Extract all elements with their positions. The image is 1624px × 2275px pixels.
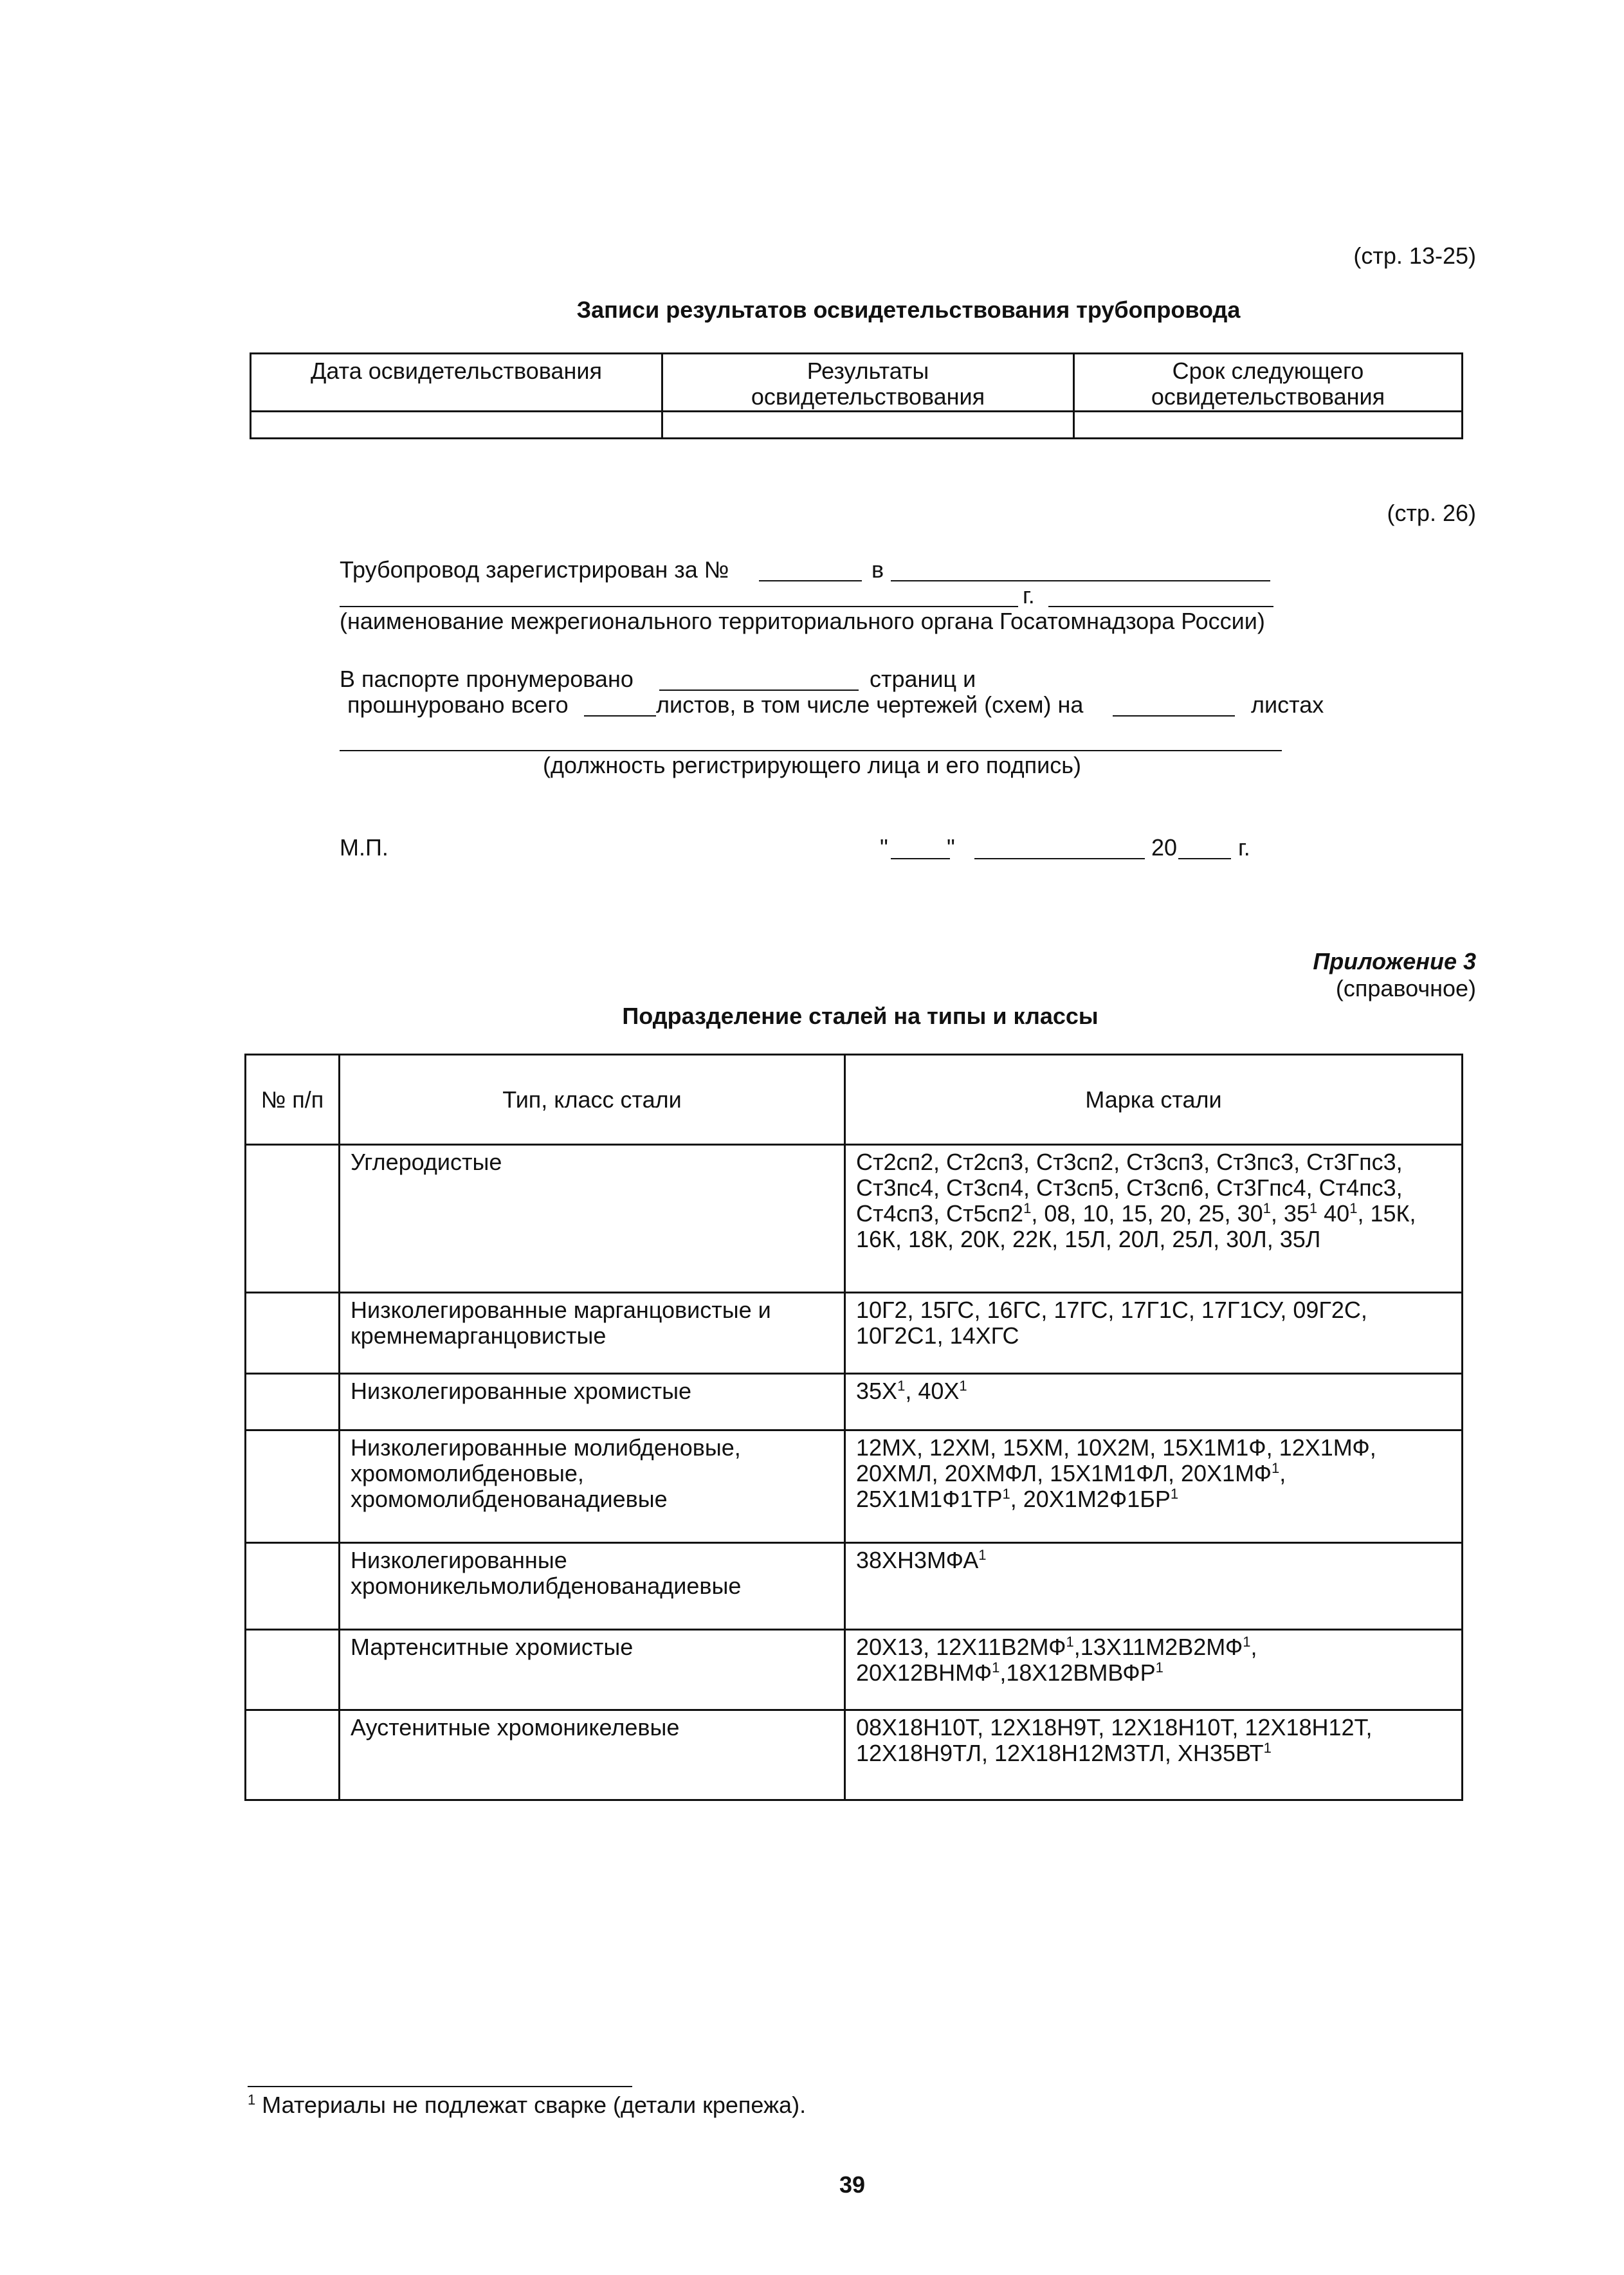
- numbered-pages-field[interactable]: [659, 690, 859, 691]
- footnote-reference: 1: [1263, 1200, 1271, 1216]
- footnote-reference: 1: [897, 1378, 906, 1394]
- steel-grade-text: 12Х18Н9ТЛ, 12Х18Н12М3ТЛ, ХН35ВТ: [856, 1740, 1264, 1766]
- footnote-reference: 1: [1349, 1200, 1358, 1216]
- steel-grade-cell: [845, 1710, 1463, 1800]
- steel-grade-text: 40: [1317, 1200, 1350, 1227]
- empty-cell[interactable]: [662, 412, 1074, 439]
- footnote-reference: 1: [1309, 1200, 1318, 1216]
- row-number-cell: [246, 1293, 340, 1374]
- quote-open: ": [880, 834, 888, 861]
- steel-type-text: Низколегированные хромоникельмолибденованадиевые: [351, 1547, 742, 1599]
- steel-grade-line: [856, 1741, 1451, 1766]
- steel-grade-cell: [845, 1145, 1463, 1293]
- footnote-reference: 1: [1066, 1634, 1074, 1650]
- steel-grade-text: , 08, 10, 15, 20, 25, 30: [1031, 1200, 1263, 1227]
- steel-grade-line: [856, 1715, 1451, 1741]
- header-survey-results: Результаты освидетельствования: [662, 354, 1074, 412]
- day-field[interactable]: [891, 858, 950, 859]
- steel-type-cell: [340, 1374, 845, 1430]
- organization-name-field[interactable]: [340, 606, 1018, 607]
- steel-grade-line: [856, 1378, 1451, 1404]
- steel-type-text: Аустенитные хромоникелевые: [351, 1714, 680, 1741]
- footnote: [248, 2092, 806, 2118]
- header-steel-grade: Марка стали: [845, 1055, 1463, 1145]
- steel-grade-cell: [845, 1430, 1463, 1543]
- appendix-sublabel: (справочное): [1335, 975, 1476, 1001]
- steel-grade-line: [856, 1227, 1451, 1252]
- row-number-cell: [246, 1145, 340, 1293]
- steel-grade-text: 10Г2С1, 14ХГС: [856, 1322, 1019, 1349]
- year-prefix: 20: [1151, 834, 1178, 861]
- steel-grade-line: [856, 1149, 1451, 1175]
- steel-type-cell: [340, 1710, 845, 1800]
- steel-grade-line: [856, 1323, 1451, 1349]
- quote-close: ": [947, 834, 955, 861]
- page-reference-26: (стр. 26): [1387, 500, 1476, 526]
- steel-grade-line: [856, 1175, 1451, 1201]
- footnote-reference: 1: [1263, 1740, 1272, 1756]
- row-number-cell: [246, 1543, 340, 1630]
- steel-grade-text: 38ХН3МФА: [856, 1547, 979, 1573]
- steel-grade-line: [856, 1634, 1451, 1660]
- steel-grade-text: , 15К,: [1357, 1200, 1416, 1227]
- header-row-number: № п/п: [246, 1055, 340, 1145]
- steel-grade-line: [856, 1486, 1451, 1512]
- steel-type-text: Мартенситные хромистые: [351, 1634, 634, 1660]
- steel-grade-text: 20ХМЛ, 20ХМФЛ, 15Х1М1ФЛ, 20Х1МФ: [856, 1460, 1272, 1486]
- row-number-cell: [246, 1430, 340, 1543]
- survey-records-table: [250, 352, 1463, 439]
- steel-type-cell: [340, 1293, 845, 1374]
- table-row: [246, 1430, 1463, 1543]
- laced-sheets-field[interactable]: [584, 715, 656, 717]
- steel-grade-text: , 20Х1М2Ф1БР: [1010, 1486, 1171, 1512]
- steel-grade-cell: [845, 1630, 1463, 1710]
- steel-grade-text: ,13Х11М2В2МФ: [1073, 1634, 1243, 1660]
- footnote-reference: 1: [1170, 1486, 1179, 1502]
- header-survey-date: Дата освидетельствования: [251, 354, 662, 412]
- footnote-reference: 1: [978, 1547, 987, 1563]
- footnote-reference: 1: [1272, 1460, 1280, 1476]
- year-field[interactable]: [1178, 858, 1231, 859]
- steel-grade-text: 20Х12ВНМФ: [856, 1659, 992, 1686]
- row-number-cell: [246, 1710, 340, 1800]
- footnote-reference: 1: [1155, 1659, 1163, 1676]
- row-number-cell: [246, 1374, 340, 1430]
- header-next-survey-date: Срок следующего освидетельствования: [1074, 354, 1463, 412]
- steel-grade-line: [856, 1660, 1451, 1686]
- footnote-reference: 1: [959, 1378, 967, 1394]
- laced-mid-label: листов, в том числе чертежей (схем) на: [656, 691, 1084, 718]
- steel-grade-line: [856, 1435, 1451, 1461]
- steel-grade-text: 35Х: [856, 1378, 898, 1404]
- month-field[interactable]: [974, 858, 1145, 859]
- sheets-label: листах: [1251, 691, 1324, 718]
- header-steel-type: Тип, класс стали: [340, 1055, 845, 1145]
- numbered-label: В паспорте пронумеровано: [340, 666, 634, 692]
- footnote-reference: 1: [1002, 1486, 1010, 1502]
- appendix-label: Приложение 3: [1313, 948, 1476, 974]
- steel-grade-text: 16К, 18К, 20К, 22К, 15Л, 20Л, 25Л, 30Л, 35Л: [856, 1226, 1321, 1252]
- page-reference-13-25: (стр. 13-25): [1353, 242, 1476, 269]
- steel-type-text: Низколегированные молибденовые, хромомолибденовые, хромомолибденованадиевые: [351, 1434, 741, 1512]
- steel-grade-line: [856, 1201, 1451, 1227]
- steel-type-cell: [340, 1145, 845, 1293]
- steel-grade-text: , 40Х: [905, 1378, 960, 1404]
- empty-cell[interactable]: [1074, 412, 1463, 439]
- registration-year-field[interactable]: [1048, 606, 1273, 607]
- steel-grade-line: [856, 1297, 1451, 1323]
- pages-label: страниц и: [870, 666, 976, 692]
- steel-type-text: Низколегированные хромистые: [351, 1378, 691, 1404]
- steel-grade-line: [856, 1548, 1451, 1573]
- drawing-sheets-field[interactable]: [1113, 715, 1235, 717]
- steel-grade-text: Ст2сп2, Ст2сп3, Ст3сп2, Ст3сп3, Ст3пс3, Ст3Гпс3,: [856, 1149, 1403, 1175]
- steel-grade-cell: [845, 1374, 1463, 1430]
- steel-grade-text: Ст3пс4, Ст3сп4, Ст3сп5, Ст3сп6, Ст3Гпс4, Ст4пс3,: [856, 1174, 1403, 1201]
- steel-type-cell: [340, 1630, 845, 1710]
- footnote-reference: 1: [992, 1659, 1000, 1676]
- page-number: 39: [839, 2171, 866, 2198]
- organization-caption: (наименование межрегионального территориального органа Госатомнадзора России): [340, 608, 1265, 634]
- registered-label: Трубопровод зарегистрирован за №: [340, 556, 729, 583]
- steel-grade-text: 10Г2, 15ГС, 16ГС, 17ГС, 17Г1С, 17Г1СУ, 09Г2С,: [856, 1297, 1367, 1323]
- in-label: в: [871, 556, 884, 583]
- footnote-separator: [248, 2086, 632, 2087]
- steel-grade-text: ,18Х12ВМВФР: [999, 1659, 1156, 1686]
- steel-grade-text: ,: [1279, 1460, 1286, 1486]
- row-number-cell: [246, 1630, 340, 1710]
- registration-number-field[interactable]: [759, 580, 862, 581]
- steel-type-cell: [340, 1430, 845, 1543]
- table-row: [246, 1630, 1463, 1710]
- laced-label: прошнуровано всего: [347, 691, 569, 718]
- signature-field[interactable]: [340, 750, 1282, 751]
- signature-caption: (должность регистрирующего лица и его подпись): [543, 752, 1081, 778]
- steel-type-text: Низколегированные марганцовистые и кремнемарганцовистые: [351, 1297, 771, 1349]
- footnote-reference: 1: [1023, 1200, 1032, 1216]
- table-row: [246, 1543, 1463, 1630]
- registration-place-field[interactable]: [891, 580, 1270, 581]
- table-row: [246, 1145, 1463, 1293]
- footnote-mark: 1: [248, 2092, 256, 2108]
- steel-grade-cell: [845, 1543, 1463, 1630]
- steel-grade-text: ,: [1250, 1634, 1257, 1660]
- footnote-reference: 1: [1243, 1634, 1251, 1650]
- steel-grade-text: 12МХ, 12ХМ, 15ХМ, 10Х2М, 15Х1М1Ф, 12Х1МФ,: [856, 1434, 1376, 1461]
- table-row: [246, 1710, 1463, 1800]
- footnote-text: Материалы не подлежат сварке (детали крепежа).: [262, 2092, 807, 2118]
- steel-classification-table: [244, 1054, 1463, 1801]
- steel-grade-text: 25Х1М1Ф1ТР: [856, 1486, 1003, 1512]
- steel-grade-text: 08Х18Н10Т, 12Х18Н9Т, 12Х18Н10Т, 12Х18Н12Т,: [856, 1714, 1373, 1741]
- year-abbr-label: г.: [1023, 582, 1035, 608]
- table-row: [246, 1374, 1463, 1430]
- steel-grade-text: , 35: [1270, 1200, 1309, 1227]
- stamp-label: М.П.: [340, 834, 388, 861]
- table-row: [246, 1293, 1463, 1374]
- steel-grade-line: [856, 1461, 1451, 1486]
- steel-grade-cell: [845, 1293, 1463, 1374]
- steel-type-text: Углеродистые: [351, 1149, 502, 1175]
- steel-grade-text: 20Х13, 12Х11В2МФ: [856, 1634, 1066, 1660]
- records-title: Записи результатов освидетельствования трубопровода: [576, 297, 1241, 323]
- year-suffix: г.: [1238, 834, 1250, 861]
- appendix-title: Подразделение сталей на типы и классы: [622, 1003, 1099, 1029]
- steel-type-cell: [340, 1543, 845, 1630]
- empty-cell[interactable]: [251, 412, 662, 439]
- steel-grade-text: Ст4сп3, Ст5сп2: [856, 1200, 1024, 1227]
